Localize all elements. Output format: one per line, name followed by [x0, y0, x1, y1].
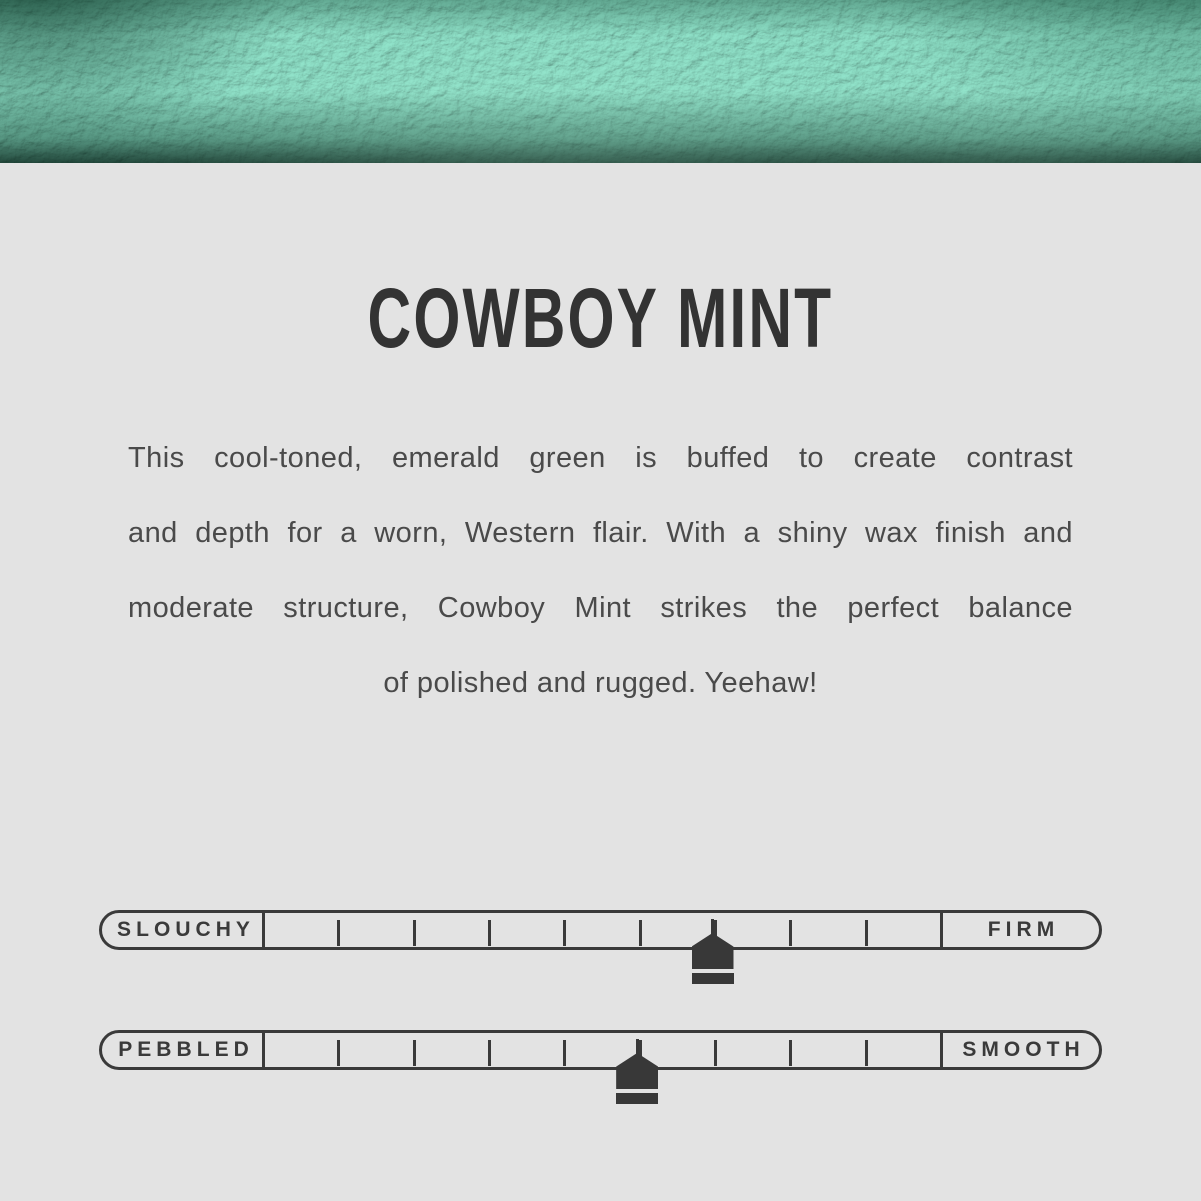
- structure-scale-right-label: FIRM: [987, 918, 1060, 941]
- scale-tick: [789, 920, 792, 946]
- marker-stem: [636, 1039, 639, 1055]
- scale-tick: [413, 1040, 416, 1066]
- scale-tick: [488, 920, 491, 946]
- marker-head-icon: [692, 933, 734, 969]
- scale-tick: [563, 1040, 566, 1066]
- texture-scale: [99, 1030, 1102, 1125]
- structure-scale: [99, 910, 1102, 1005]
- scale-tick: [413, 920, 416, 946]
- scale-tick: [639, 920, 642, 946]
- marker-bar-icon: [616, 1093, 658, 1104]
- scale-tick: [563, 920, 566, 946]
- texture-scale-marker: [616, 1053, 658, 1104]
- marker-head-icon: [616, 1053, 658, 1089]
- scale-divider: [262, 1033, 265, 1067]
- texture-scale-right-label: SMOOTH: [962, 1038, 1085, 1061]
- page-title: COWBOY MINT: [367, 271, 834, 365]
- color-description: [128, 421, 1073, 721]
- description-line: moderate structure, Cowboy Mint strikes the perfect balance: [128, 592, 1073, 624]
- marker-bar-icon: [692, 973, 734, 984]
- scale-tick: [714, 1040, 717, 1066]
- leather-vignette-overlay: [0, 0, 1201, 163]
- marker-stem: [711, 919, 714, 935]
- description-line: of polished and rugged. Yeehaw!: [383, 667, 818, 699]
- scale-tick: [488, 1040, 491, 1066]
- scale-tick: [865, 920, 868, 946]
- scale-tick: [865, 1040, 868, 1066]
- scale-tick: [789, 1040, 792, 1066]
- structure-scale-track: [99, 910, 1102, 950]
- scale-tick: [337, 1040, 340, 1066]
- texture-scale-track: [99, 1030, 1102, 1070]
- title-wrap: [0, 272, 1201, 364]
- description-line: and depth for a worn, Western flair. With a shiny wax finish and: [128, 517, 1073, 549]
- structure-scale-left-label: SLOUCHY: [117, 918, 255, 941]
- structure-scale-marker: [692, 933, 734, 984]
- scale-tick: [337, 920, 340, 946]
- scale-divider: [262, 913, 265, 947]
- description-line: This cool-toned, emerald green is buffed to create contrast: [128, 442, 1073, 474]
- leather-hero-image: [0, 0, 1201, 163]
- texture-scale-left-label: PEBBLED: [118, 1038, 254, 1061]
